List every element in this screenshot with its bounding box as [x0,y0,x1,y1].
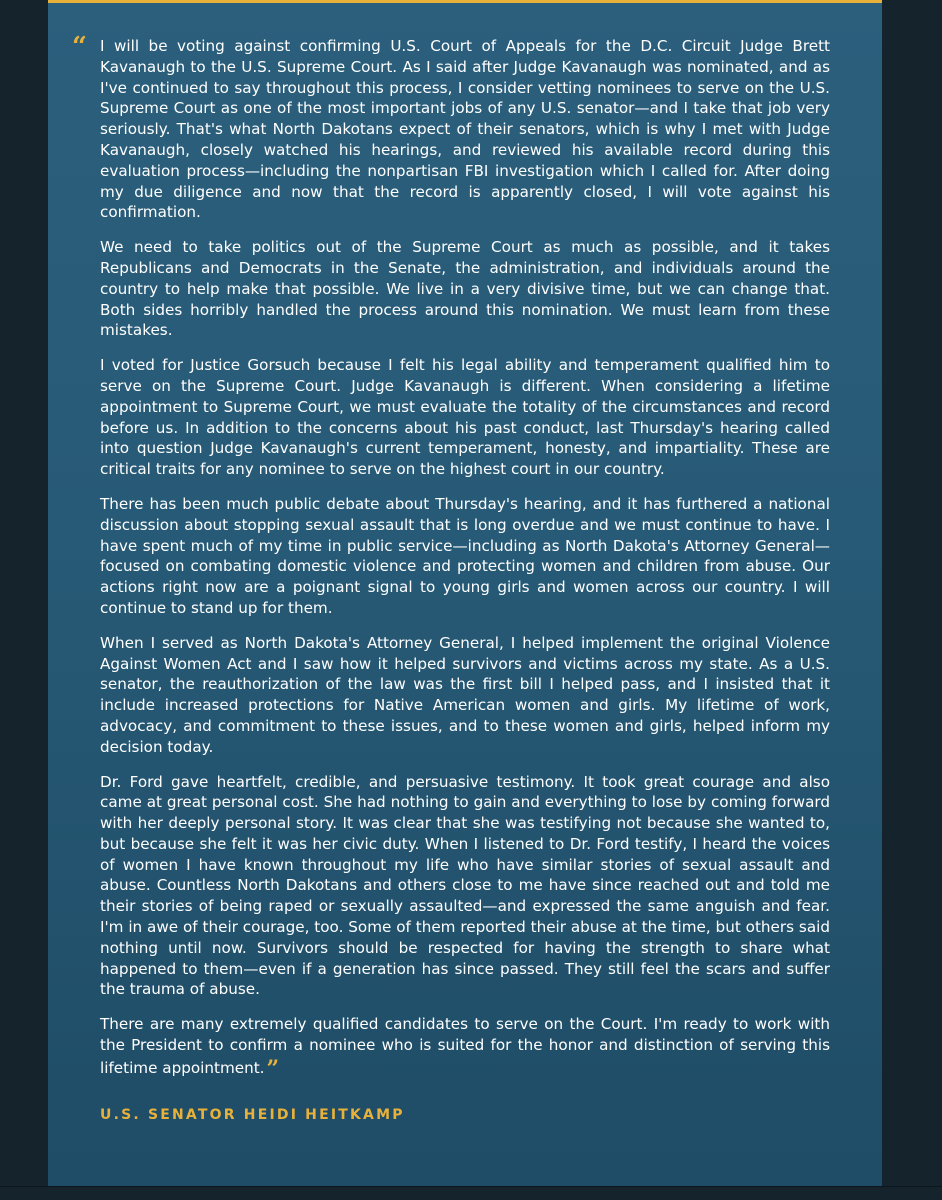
paragraph-1: I will be voting against confirming U.S. Court of Appeals for the D.C. Circuit Judge Brett Kavanaugh to the U.S. Supreme Court. As I said after Judge Kavanaugh was nominated, and as I've continued to say throughout this process, I consider vetting nominees to serve on the U.S. Supreme Court as one of the most important jobs of any U.S. senator—and I take that job very seriously. That's what North Dakotans expect of their senators, which is why I met with Judge Kavanaugh, closely watched his hearings, and reviewed his available record during this evaluation process—including the nonpartisan FBI investigation which I called for. After doing my due diligence and now that the record is apparently closed, I will vote against his confirmation. [100,37,830,222]
top-accent-rule [48,0,882,3]
paragraph-2: We need to take politics out of the Supreme Court as much as possible, and it takes Republicans and Democrats in the Senate, the administration, and individuals around the country to help make that possible. We live in a very divisive time, but we can change that. Both sides horribly handled the process around this nomination. We must learn from these mistakes. [100,238,830,340]
bottom-divider [0,1186,942,1187]
paragraph-7-text: There are many extremely qualified candidates to serve on the Court. I'm ready to work with the President to confirm a nominee who is suited for the honor and distinction of serving this lifetime appointment. [100,1015,830,1077]
statement-card [48,0,882,1186]
paragraph-5: When I served as North Dakota's Attorney General, I helped implement the original Violence Against Women Act and I saw how it helped survivors and victims across my state. As a U.S. senator, the reauthorization of the law was the first bill I helped pass, and I insisted that it include increased protections for Native American women and girls. My lifetime of work, advocacy, and commitment to these issues, and to these women and girls, helped inform my decision today. [100,633,830,756]
paragraph-3: I voted for Justice Gorsuch because I felt his legal ability and temperament qualified him to serve on the Supreme Court. Judge Kavanaugh is different. When considering a lifetime appointment to Supreme Court, we must evaluate the totality of the circumstances and record before us. In addition to the concerns about his past conduct, last Thursday's hearing called into question Judge Kavanaugh's current temperament, honesty, and impartiality. These are critical traits for any nominee to serve on the highest court in our country. [100,356,830,479]
paragraph-7 [100,1014,830,1082]
attribution: U.S. SENATOR HEIDI HEITKAMP [100,1106,405,1123]
close-quote-icon: ” [266,1055,278,1082]
paragraph-4: There has been much public debate about Thursday's hearing, and it has furthered a national discussion about stopping sexual assault that is long overdue and we must continue to have. I have spent much of my time in public service—including as North Dakota's Attorney General—focused on combating domestic violence and protecting women and children from abuse. Our actions right now are a poignant signal to young girls and women across our country. I will continue to stand up for them. [100,494,830,617]
open-quote-icon: “ [72,32,85,62]
paragraph-6: Dr. Ford gave heartfelt, credible, and persuasive testimony. It took great courage and also came at great personal cost. She had nothing to gain and everything to lose by coming forward with her deeply personal story. It was clear that she was testifying not because she wanted to, but because she felt it was her civic duty. When I listened to Dr. Ford testify, I heard the voices of women I have known throughout my life who have similar stories of sexual assault and abuse. Countless North Dakotans and others close to me have since reached out and told me their stories of being raped or sexually assaulted—and expressed the same anguish and fear. I'm in awe of their courage, too. Some of them reported their abuse at the time, but others said nothing until now. Survivors should be respected for having the strength to share what happened to them—even if a generation has since passed. They still feel the scars and suffer the trauma of abuse. [100,772,830,999]
